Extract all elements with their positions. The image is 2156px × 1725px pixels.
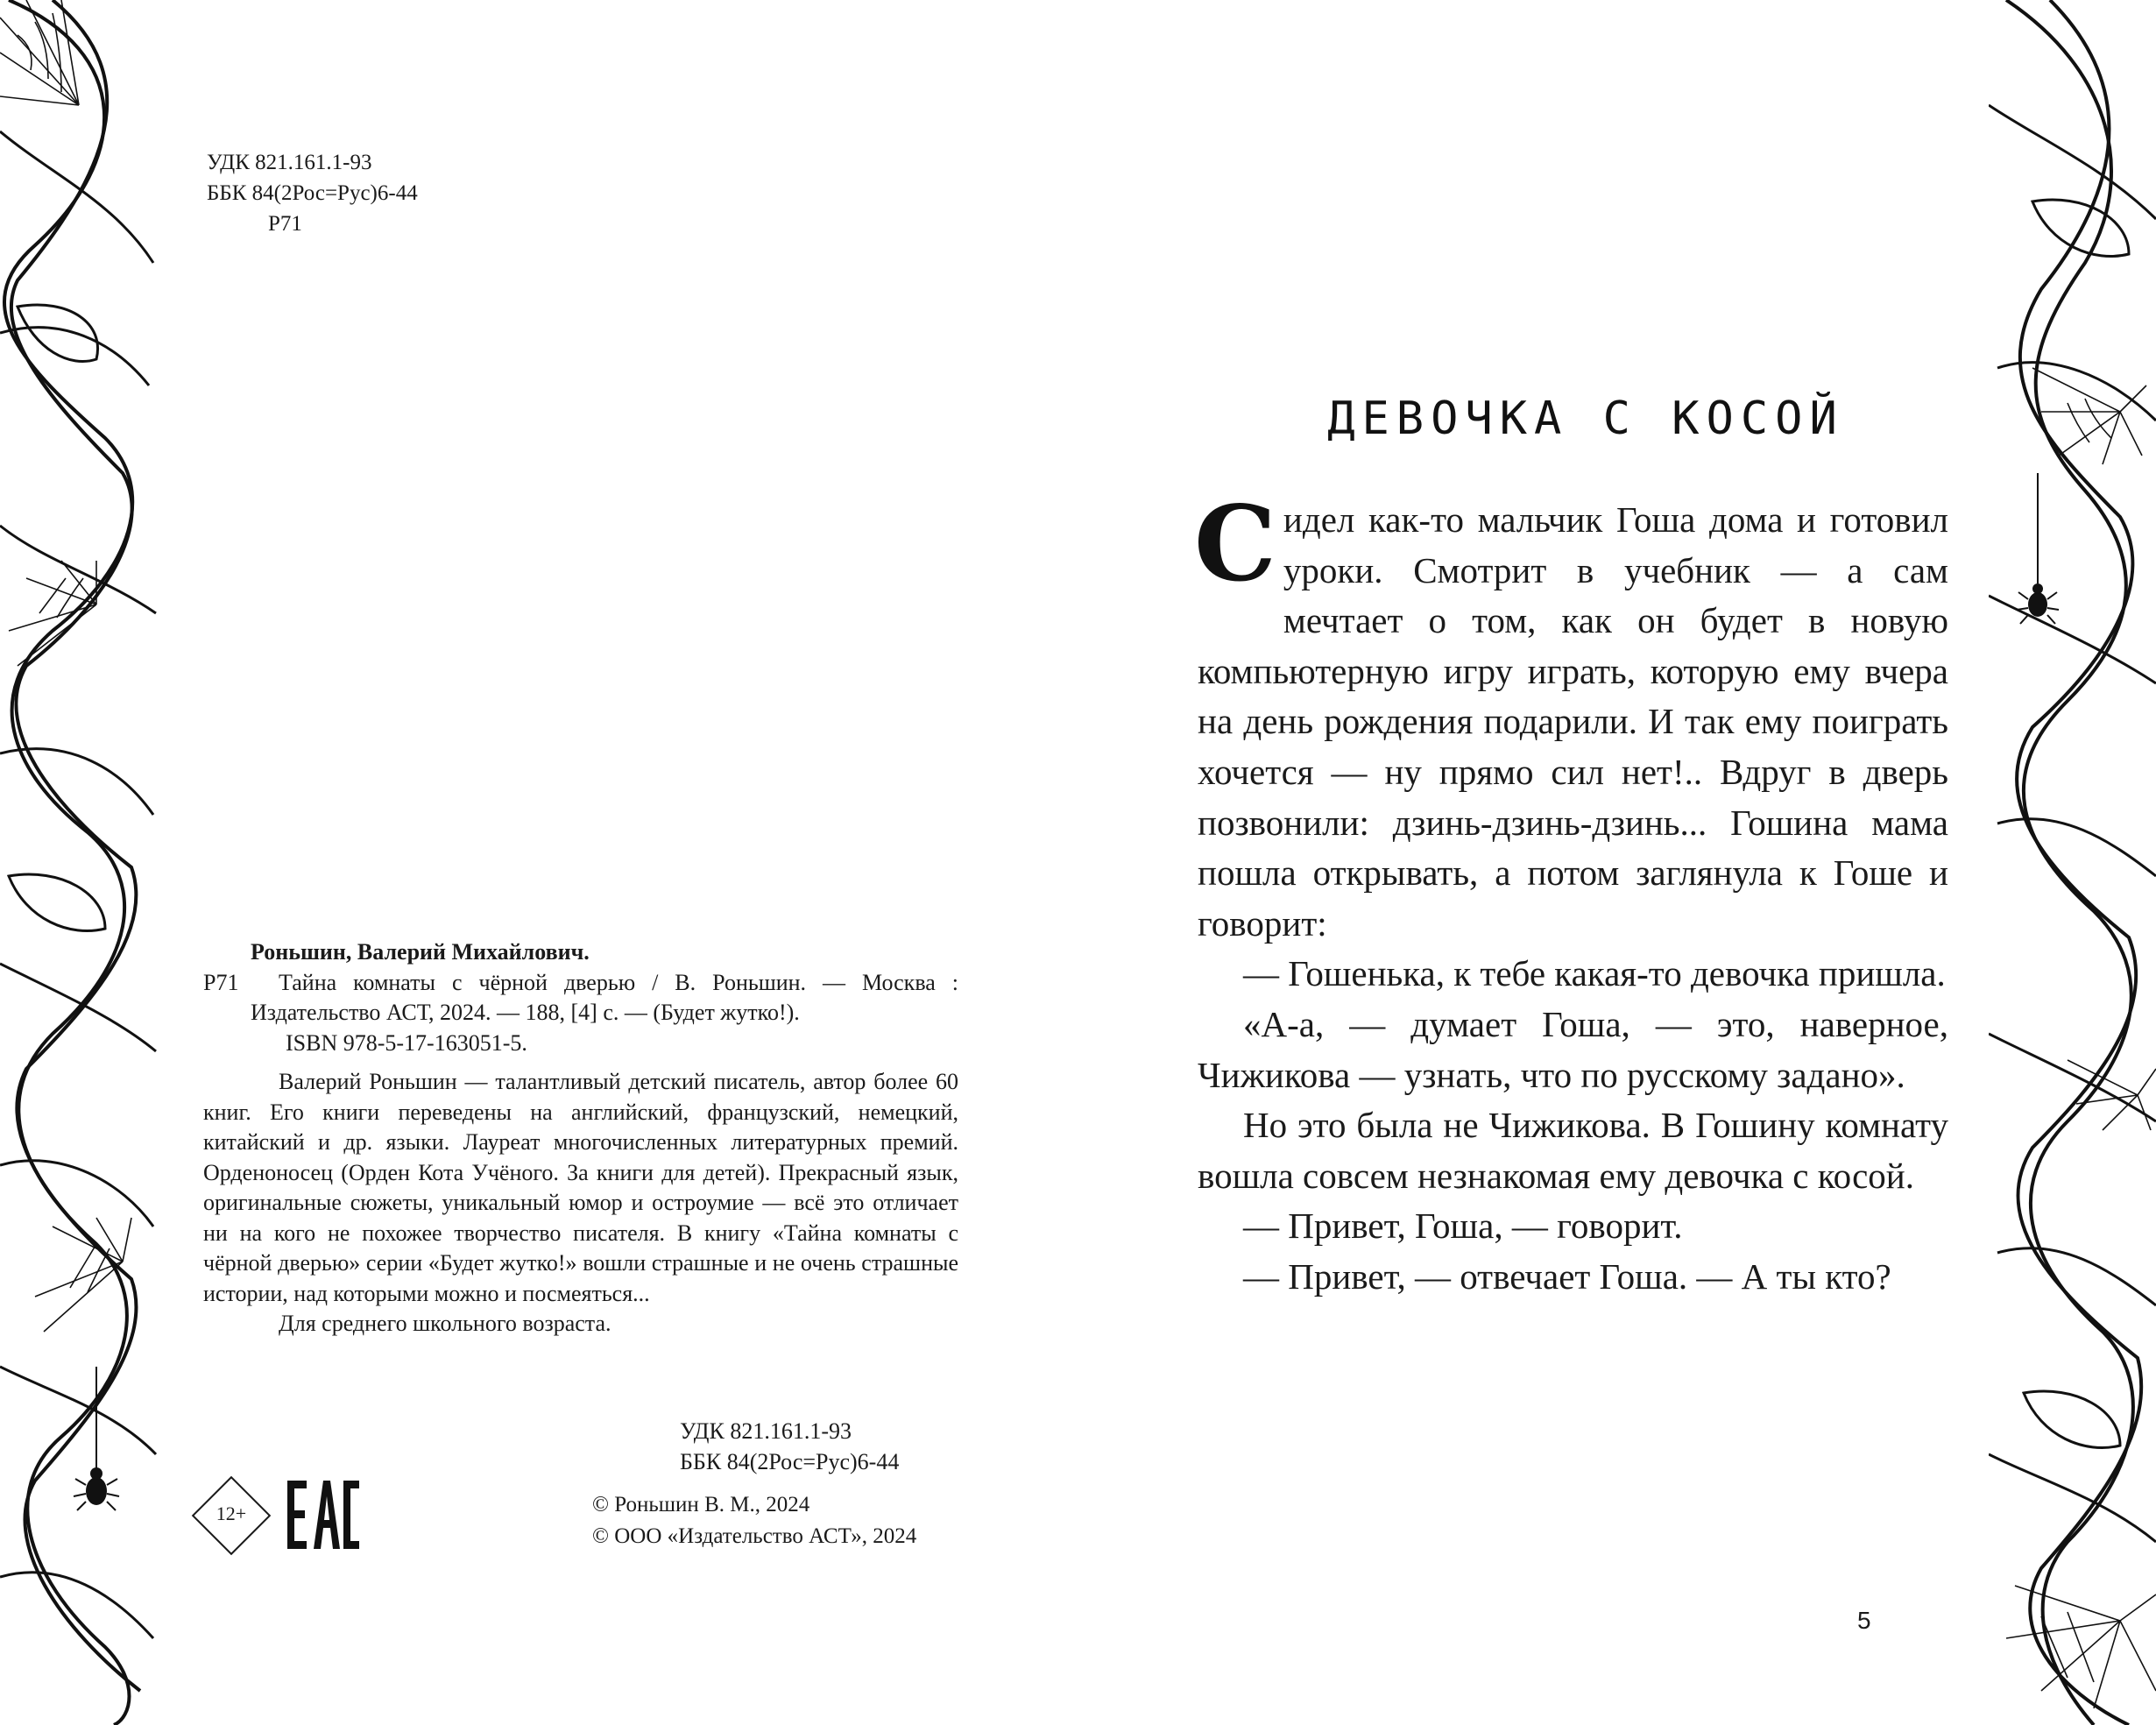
biblio-mark: Р71 — [203, 969, 239, 995]
drop-cap: С — [1194, 483, 1276, 604]
page-number: 5 — [1857, 1607, 1871, 1634]
biblio-description: Тайна комнаты с чёрной дверью / В. Роньшин. — Москва : Издательство АСТ, 2024. — 188, [4] с. — (Будет жутко!). — [251, 969, 958, 1025]
bbk-code: ББК 84(2Рос=Рус)6-44 — [207, 181, 418, 205]
story-paragraph — [1194, 483, 1948, 949]
cobweb-illustration-left — [0, 0, 158, 1725]
biblio-udk: УДК 821.161.1-93 — [680, 1418, 852, 1444]
eac-logo — [287, 1477, 359, 1552]
story-paragraph-text: идел как-то мальчик Гоша дома и готовил уроки. Смотрит в учебник — а сам мечтает о том, как он будет в новую компьютерную игру играть, которую ему вчера на день рождения подарили. И так ему поиграть хочется — ну прямо сил нет!.. Вдруг в дверь позвонили: дзинь-дзинь-дзинь... Гошина мама пошла открывать, а потом заглянула к Гоше и говорит: — [1198, 499, 1948, 944]
chapter-title: ДЕВОЧКА С КОСОЙ — [1327, 392, 1844, 445]
biblio-description-block — [203, 968, 958, 1029]
story-paragraph: — Гошенька, к тебе какая-то девочка пришла. — [1243, 953, 1946, 994]
eac-certification-icon — [287, 1477, 359, 1557]
bibliographic-record — [203, 937, 958, 1340]
cobweb-illustration-right — [1989, 0, 2156, 1725]
author-mark: Р71 — [268, 212, 302, 236]
udk-bbk-header — [207, 147, 418, 239]
copyright-block — [592, 1489, 916, 1552]
biblio-audience: Для среднего школьного возраста. — [279, 1311, 611, 1336]
udk-code: УДК 821.161.1-93 — [207, 151, 372, 174]
story-paragraph: — Привет, — отвечает Гоша. — А ты кто? — [1243, 1255, 1891, 1297]
story-paragraph: «А-а, — думает Гоша, — это, наверное, Чижикова — узнать, что по русскому задано». — [1198, 1003, 1948, 1095]
cobweb-border-left — [0, 0, 158, 1725]
story-paragraph: Но это была не Чижикова. В Гошину комнату вошла совсем незнакомая ему девочка с косой. — [1198, 1105, 1948, 1196]
copyright-author: © Роньшин В. М., 2024 — [592, 1493, 810, 1516]
biblio-isbn: ISBN 978-5-17-163051-5. — [286, 1029, 527, 1056]
biblio-bbk: ББК 84(2Рос=Рус)6-44 — [680, 1449, 900, 1474]
biblio-annotation: Валерий Роньшин — талантливый детский писатель, автор более 60 книг. Его книги переведены на английский, французский, немецкий, китайский и др. языки. Лауреат многочисленных литературных премий. Орденоносец (Орден Кота Учёного. За книги для детей). Прекрасный язык, оригинальные сюжеты, уникальный юмор и остроумие — всё это отличает ни на кого не похожее творчество писателя. В книгу «Тайна комнаты с чёрной дверью» серии «Будет жутко!» вошли страшные и не очень страшные истории, над которыми можно и посмеяться... — [203, 1069, 958, 1306]
cobweb-border-right — [1989, 0, 2156, 1725]
biblio-author: Роньшин, Валерий Михайлович. — [251, 939, 590, 965]
copyright-publisher: © ООО «Издательство АСТ», 2024 — [592, 1524, 917, 1548]
age-rating-label: 12+ — [216, 1502, 247, 1524]
biblio-codes — [680, 1416, 899, 1477]
story-text — [1194, 483, 1948, 1303]
story-paragraph: — Привет, Гоша, — говорит. — [1243, 1205, 1683, 1247]
